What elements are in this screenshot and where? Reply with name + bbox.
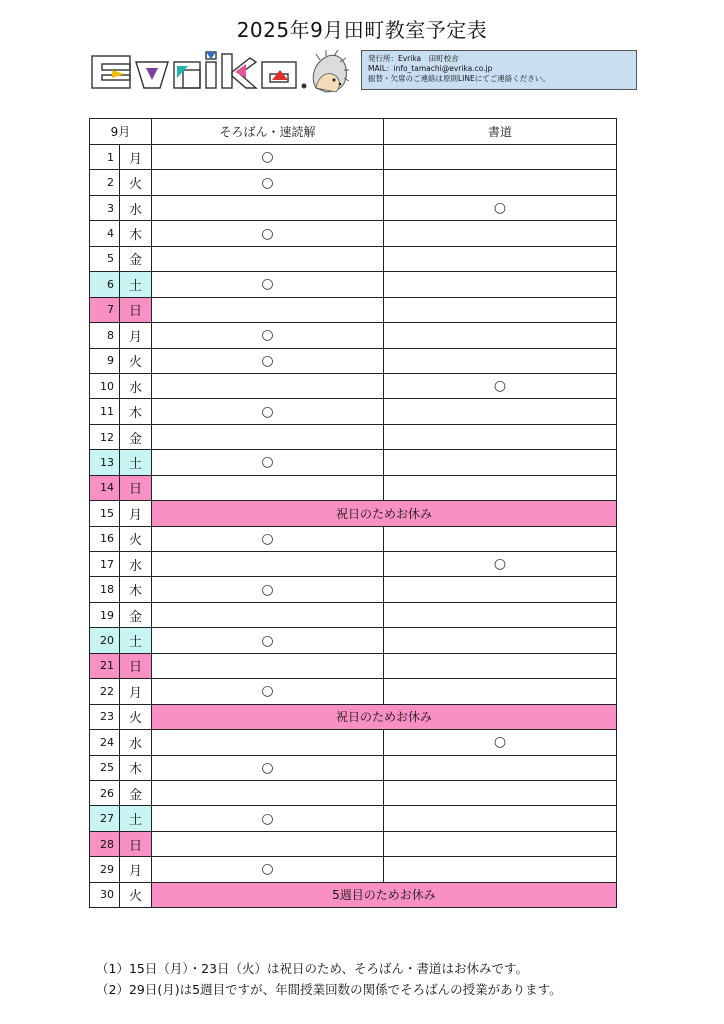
shodo-cell (384, 831, 617, 856)
day-number: 18 (90, 577, 120, 602)
weekday-label: 土 (120, 450, 152, 475)
table-row (90, 730, 617, 755)
shodo-cell (384, 221, 617, 246)
day-number: 23 (90, 704, 120, 729)
shodo-cell (384, 780, 617, 805)
shodo-header: 書道 (384, 119, 617, 145)
weekday-label: 木 (120, 577, 152, 602)
soroban-cell (152, 780, 384, 805)
soroban-cell (152, 653, 384, 678)
contact-note-line: 振替・欠席のご連絡は原則LINEにてご連絡ください。 (368, 74, 550, 84)
day-number: 4 (90, 221, 120, 246)
shodo-cell (384, 602, 617, 627)
table-row (90, 704, 617, 729)
table-row (90, 780, 617, 805)
table-row (90, 577, 617, 602)
day-number: 16 (90, 526, 120, 551)
shodo-cell: ○ (384, 552, 617, 577)
logo-yellow-triangle (112, 70, 124, 78)
shodo-cell (384, 323, 617, 348)
table-row (90, 450, 617, 475)
shodo-cell (384, 145, 617, 170)
day-number: 9 (90, 348, 120, 373)
weekday-label: 日 (120, 297, 152, 322)
logo-dot (302, 84, 307, 89)
weekday-label: 月 (120, 145, 152, 170)
weekday-label: 土 (120, 628, 152, 653)
logo-red-triangle (272, 70, 288, 80)
table-row (90, 857, 617, 882)
day-number: 19 (90, 602, 120, 627)
shodo-cell: ○ (384, 730, 617, 755)
day-number: 2 (90, 170, 120, 195)
table-row (90, 552, 617, 577)
schedule-body (90, 145, 617, 908)
shodo-cell (384, 679, 617, 704)
table-row (90, 272, 617, 297)
soroban-cell (152, 602, 384, 627)
logo-blue-triangle (206, 52, 216, 59)
month-header: 9月 (90, 119, 152, 145)
shodo-cell (384, 577, 617, 602)
soroban-cell: ○ (152, 272, 384, 297)
logo-purple-triangle (146, 68, 158, 80)
day-number: 3 (90, 195, 120, 220)
soroban-cell: ○ (152, 145, 384, 170)
holiday-note: 祝日のためお休み (152, 704, 617, 729)
weekday-label: 日 (120, 653, 152, 678)
mail-line: MAIL：info_tamachi@evrika.co.jp (368, 64, 493, 74)
table-row (90, 755, 617, 780)
table-row (90, 170, 617, 195)
shodo-cell (384, 653, 617, 678)
weekday-label: 金 (120, 424, 152, 449)
day-number: 11 (90, 399, 120, 424)
weekday-label: 月 (120, 679, 152, 704)
weekday-label: 土 (120, 272, 152, 297)
shodo-cell (384, 246, 617, 271)
weekday-label: 月 (120, 501, 152, 526)
table-row (90, 628, 617, 653)
soroban-cell: ○ (152, 348, 384, 373)
holiday-note: 祝日のためお休み (152, 501, 617, 526)
publisher-info-box (361, 50, 637, 90)
table-row (90, 653, 617, 678)
table-row (90, 882, 617, 907)
soroban-cell (152, 424, 384, 449)
weekday-label: 水 (120, 730, 152, 755)
weekday-label: 土 (120, 806, 152, 831)
shodo-cell (384, 450, 617, 475)
publisher-line: 発行所：Evrika 田町校舎 (368, 54, 459, 63)
weekday-label: 水 (120, 195, 152, 220)
soroban-cell (152, 373, 384, 398)
weekday-label: 木 (120, 399, 152, 424)
weekday-label: 火 (120, 882, 152, 907)
table-row (90, 602, 617, 627)
notes (96, 958, 562, 1000)
shodo-cell (384, 424, 617, 449)
shodo-cell (384, 348, 617, 373)
table-row (90, 424, 617, 449)
weekday-label: 月 (120, 323, 152, 348)
day-number: 1 (90, 145, 120, 170)
soroban-cell: ○ (152, 526, 384, 551)
table-row (90, 501, 617, 526)
day-number: 27 (90, 806, 120, 831)
day-number: 12 (90, 424, 120, 449)
shodo-cell (384, 170, 617, 195)
weekday-label: 火 (120, 526, 152, 551)
shodo-cell: ○ (384, 373, 617, 398)
weekday-label: 火 (120, 704, 152, 729)
weekday-label: 月 (120, 857, 152, 882)
soroban-cell (152, 195, 384, 220)
table-row (90, 806, 617, 831)
day-number: 22 (90, 679, 120, 704)
soroban-cell (152, 297, 384, 322)
day-number: 8 (90, 323, 120, 348)
shodo-cell (384, 526, 617, 551)
table-row (90, 221, 617, 246)
shodo-cell (384, 857, 617, 882)
day-number: 13 (90, 450, 120, 475)
table-row (90, 323, 617, 348)
evrika-logo (90, 48, 350, 98)
table-row (90, 373, 617, 398)
table-row (90, 831, 617, 856)
soroban-cell (152, 831, 384, 856)
weekday-label: 木 (120, 221, 152, 246)
shodo-cell (384, 399, 617, 424)
shodo-cell (384, 755, 617, 780)
day-number: 26 (90, 780, 120, 805)
table-row (90, 246, 617, 271)
table-row (90, 399, 617, 424)
shodo-cell (384, 272, 617, 297)
day-number: 15 (90, 501, 120, 526)
soroban-cell (152, 730, 384, 755)
weekday-label: 金 (120, 246, 152, 271)
soroban-cell: ○ (152, 221, 384, 246)
day-number: 25 (90, 755, 120, 780)
soroban-cell: ○ (152, 857, 384, 882)
table-row (90, 526, 617, 551)
day-number: 21 (90, 653, 120, 678)
soroban-cell: ○ (152, 755, 384, 780)
holiday-note: 5週目のためお休み (152, 882, 617, 907)
table-row (90, 679, 617, 704)
weekday-label: 水 (120, 373, 152, 398)
day-number: 17 (90, 552, 120, 577)
schedule-table (89, 118, 617, 908)
shodo-cell (384, 297, 617, 322)
soroban-cell: ○ (152, 170, 384, 195)
table-header-row (90, 119, 617, 145)
soroban-cell: ○ (152, 628, 384, 653)
weekday-label: 火 (120, 170, 152, 195)
soroban-cell (152, 246, 384, 271)
weekday-label: 日 (120, 831, 152, 856)
page-title: 2025年9月田町教室予定表 (236, 18, 488, 42)
day-number: 5 (90, 246, 120, 271)
shodo-cell: ○ (384, 195, 617, 220)
weekday-label: 木 (120, 755, 152, 780)
soroban-cell: ○ (152, 450, 384, 475)
soroban-cell: ○ (152, 323, 384, 348)
note-2: （2）29日(月)は5週目ですが、年間授業回数の関係でそろばんの授業があります。 (96, 982, 562, 997)
table-row (90, 348, 617, 373)
day-number: 20 (90, 628, 120, 653)
soroban-cell: ○ (152, 679, 384, 704)
weekday-label: 水 (120, 552, 152, 577)
weekday-label: 日 (120, 475, 152, 500)
logo-letter-e (92, 56, 130, 88)
hedgehog-icon (313, 50, 349, 92)
day-number: 29 (90, 857, 120, 882)
weekday-label: 金 (120, 602, 152, 627)
table-row (90, 195, 617, 220)
note-1: （1）15日（月）・23日（火）は祝日のため、そろばん・書道はお休みです。 (96, 961, 529, 976)
day-number: 24 (90, 730, 120, 755)
soroban-cell (152, 552, 384, 577)
table-row (90, 475, 617, 500)
soroban-cell: ○ (152, 577, 384, 602)
day-number: 6 (90, 272, 120, 297)
day-number: 10 (90, 373, 120, 398)
day-number: 28 (90, 831, 120, 856)
table-row (90, 297, 617, 322)
table-row (90, 145, 617, 170)
weekday-label: 火 (120, 348, 152, 373)
soroban-header: そろばん・速読解 (152, 119, 384, 145)
soroban-cell (152, 475, 384, 500)
shodo-cell (384, 806, 617, 831)
day-number: 7 (90, 297, 120, 322)
soroban-cell: ○ (152, 399, 384, 424)
soroban-cell: ○ (152, 806, 384, 831)
shodo-cell (384, 475, 617, 500)
weekday-label: 金 (120, 780, 152, 805)
day-number: 14 (90, 475, 120, 500)
shodo-cell (384, 628, 617, 653)
day-number: 30 (90, 882, 120, 907)
